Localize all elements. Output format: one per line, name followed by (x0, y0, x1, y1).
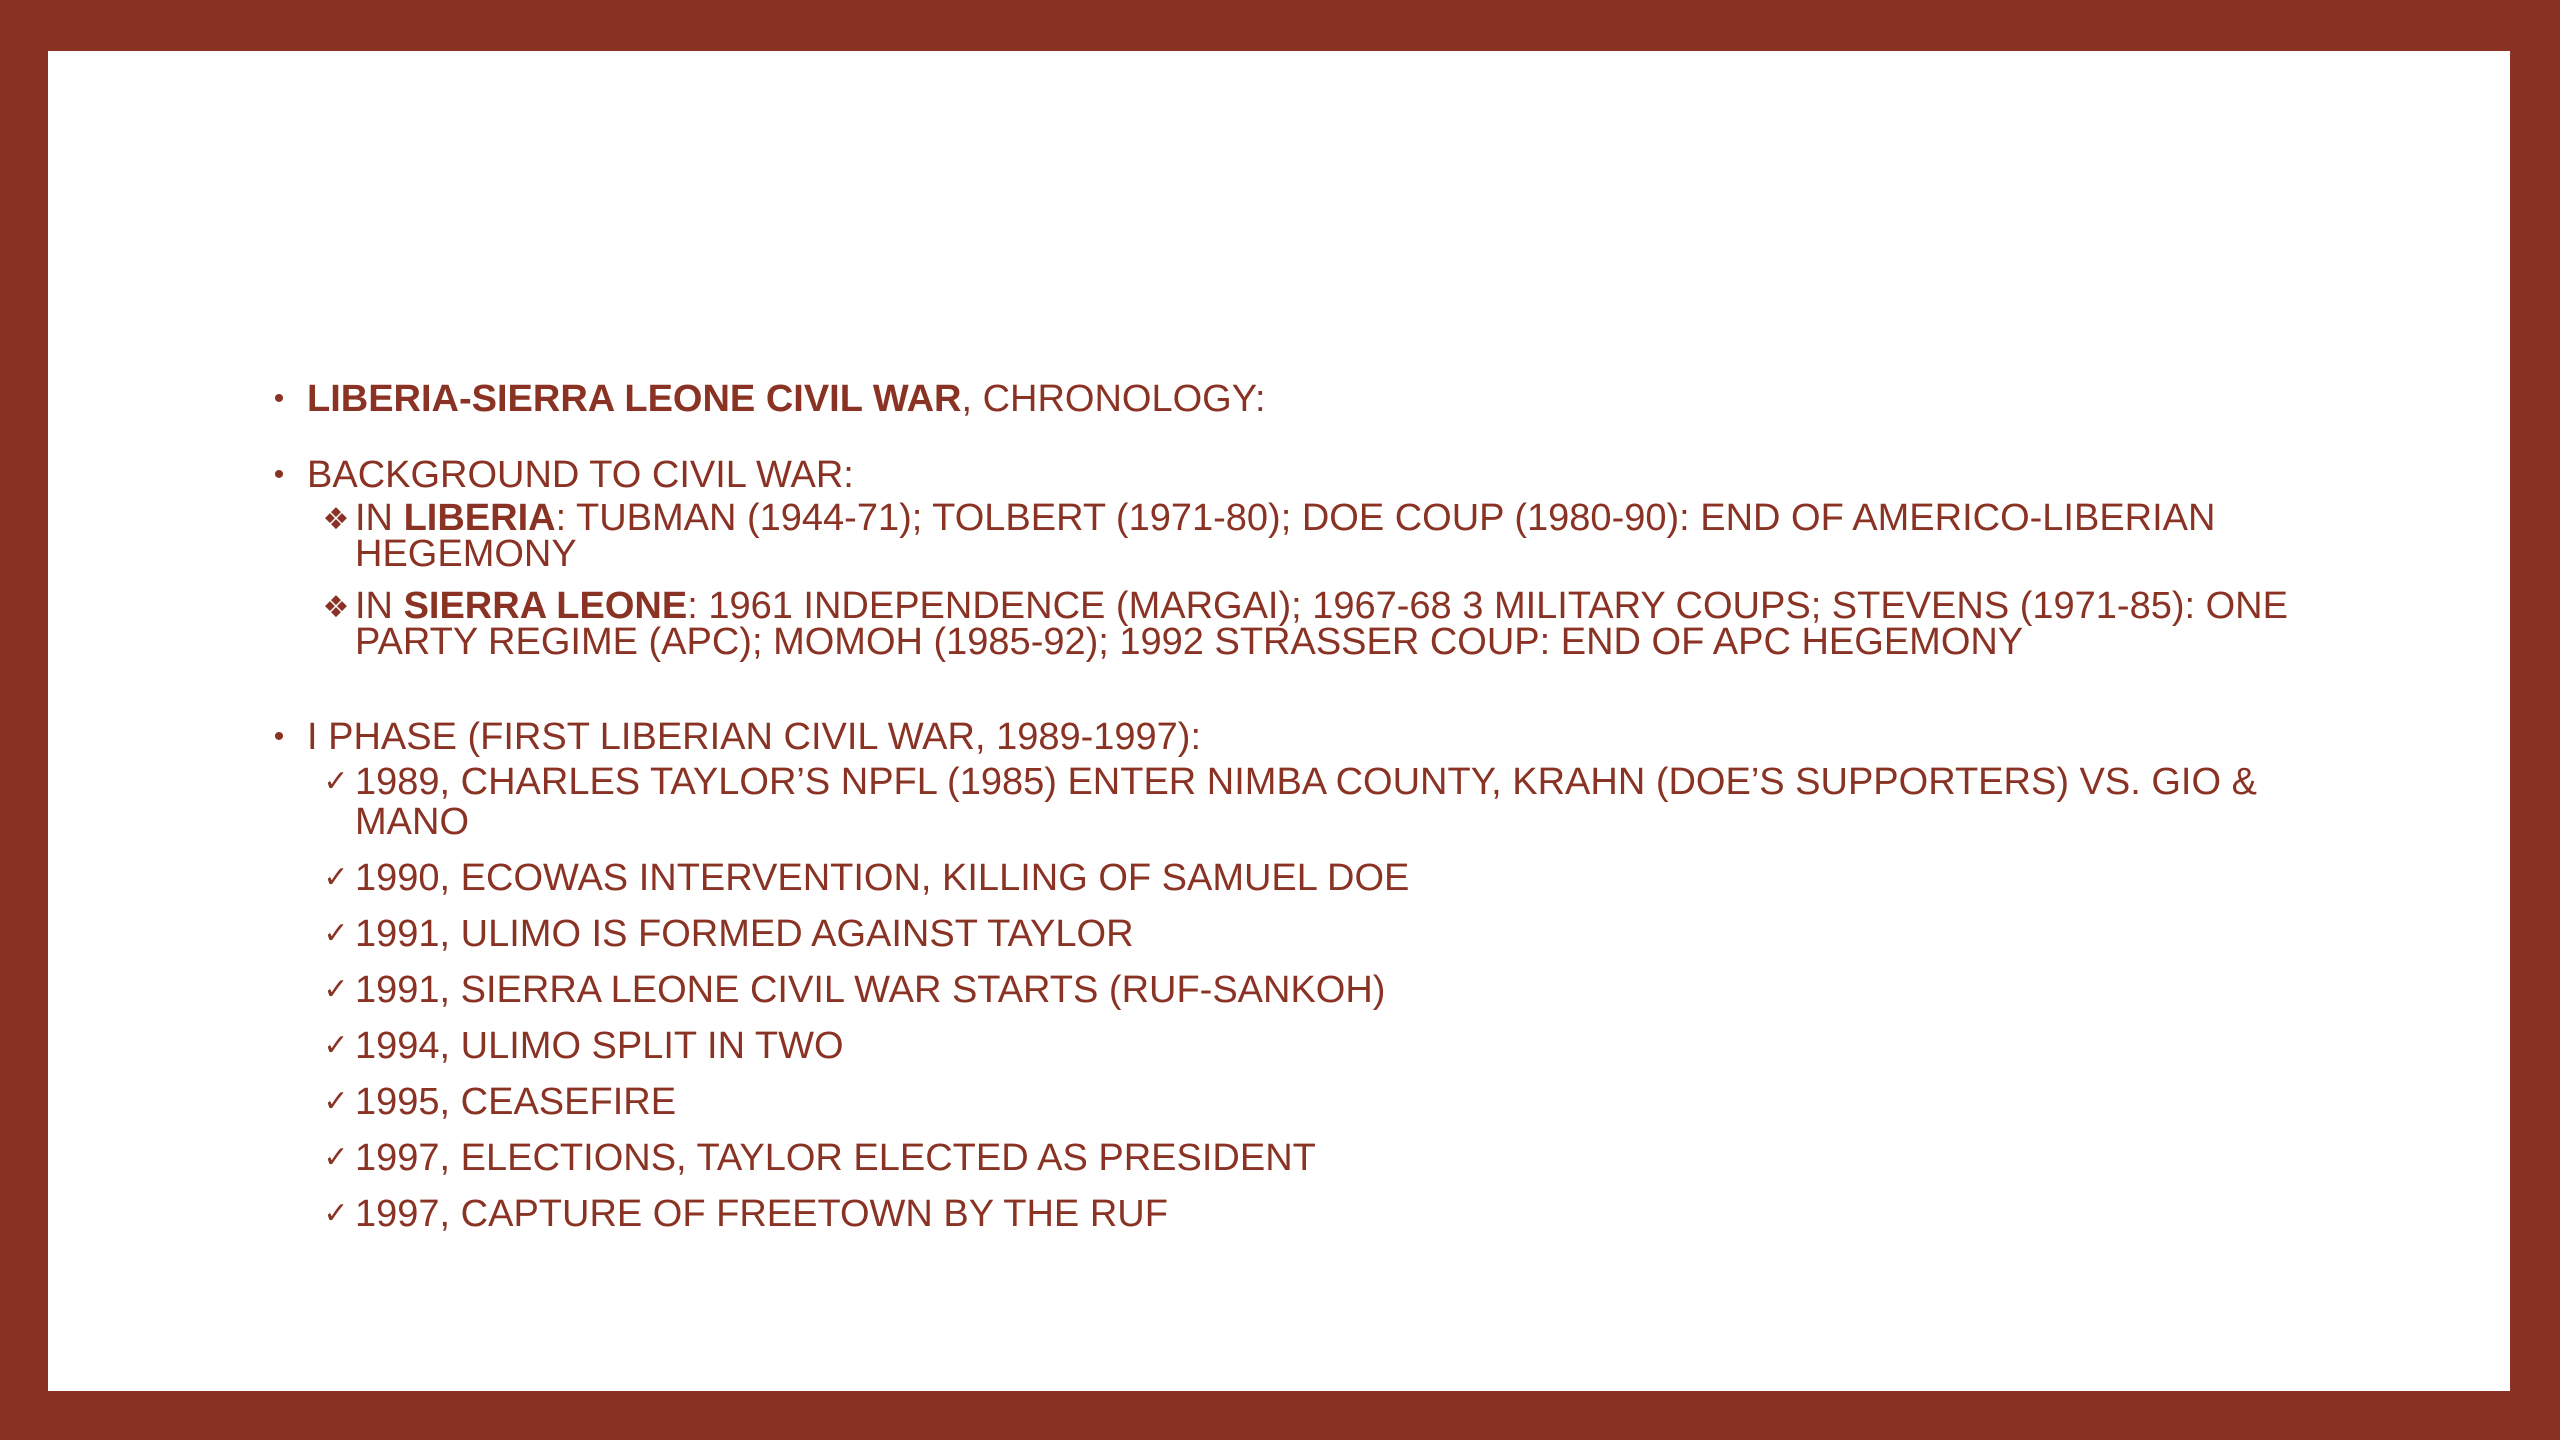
first-phase-heading: I PHASE (FIRST LIBERIAN CIVIL WAR, 1989-1997): (307, 716, 1202, 758)
event-text: 1997, CAPTURE OF FREETOWN BY THE RUF (355, 1193, 1168, 1235)
event-item (223, 1138, 2303, 1178)
check-mark-icon: ✓ (323, 861, 349, 894)
bullet-dot-icon: • (273, 720, 285, 753)
check-mark-icon: ✓ (323, 765, 349, 798)
check-mark-icon: ✓ (323, 1197, 349, 1230)
event-text: 1991, ULIMO IS FORMED AGAINST TAYLOR (355, 913, 1134, 955)
event-text: 1991, SIERRA LEONE CIVIL WAR STARTS (RUF-SANKOH) (355, 969, 1386, 1011)
sierra-leone-prefix: IN (355, 585, 404, 627)
bullet-background (223, 452, 2303, 498)
background-liberia (223, 497, 2303, 575)
bullet-dot-icon: • (273, 458, 285, 491)
sierra-leone-text: : 1961 INDEPENDENCE (MARGAI); 1967-68 3 MILITARY COUPS; STEVENS (1971-85): ONE PARTY REGIME (APC); MOMOH (1985-92); 1992 STRASSER COUP: END OF APC HEGEMONY (355, 585, 2288, 663)
bullet-dot-icon: • (273, 382, 285, 415)
check-mark-icon: ✓ (323, 1085, 349, 1118)
event-text: 1997, ELECTIONS, TAYLOR ELECTED AS PRESIDENT (355, 1137, 1316, 1179)
check-mark-icon: ✓ (323, 1029, 349, 1062)
four-diamond-icon: ❖ (322, 503, 350, 536)
background-sierra-leone (223, 585, 2303, 663)
check-mark-icon: ✓ (323, 917, 349, 950)
check-mark-icon: ✓ (323, 1141, 349, 1174)
event-item (223, 762, 2303, 842)
event-text: 1989, CHARLES TAYLOR’S NPFL (1985) ENTER NIMBA COUNTY, KRAHN (DOE’S SUPPORTERS) VS. GIO & MANO (355, 761, 2257, 843)
background-heading: BACKGROUND TO CIVIL WAR: (307, 454, 854, 496)
event-item (223, 914, 2303, 954)
liberia-prefix: IN (355, 497, 404, 539)
chronology-suffix: , CHRONOLOGY: (961, 378, 1266, 420)
event-text: 1990, ECOWAS INTERVENTION, KILLING OF SAMUEL DOE (355, 857, 1410, 899)
liberia-label: LIBERIA (403, 497, 556, 539)
event-item (223, 1026, 2303, 1066)
event-text: 1995, CEASEFIRE (355, 1081, 677, 1123)
event-item (223, 858, 2303, 898)
chronology-title: LIBERIA-SIERRA LEONE CIVIL WAR (307, 378, 962, 420)
liberia-text: : TUBMAN (1944-71); TOLBERT (1971-80); DOE COUP (1980-90): END OF AMERICO-LIBERIAN HEGEMONY (355, 497, 2216, 575)
event-item (223, 1194, 2303, 1234)
event-item (223, 970, 2303, 1010)
bullet-chronology (223, 376, 2303, 422)
slide-content (223, 376, 2303, 1234)
bullet-first-phase (223, 714, 2303, 760)
sierra-leone-label: SIERRA LEONE (403, 585, 688, 627)
event-item (223, 1082, 2303, 1122)
event-text: 1994, ULIMO SPLIT IN TWO (355, 1025, 844, 1067)
four-diamond-icon: ❖ (322, 591, 350, 624)
check-mark-icon: ✓ (323, 973, 349, 1006)
